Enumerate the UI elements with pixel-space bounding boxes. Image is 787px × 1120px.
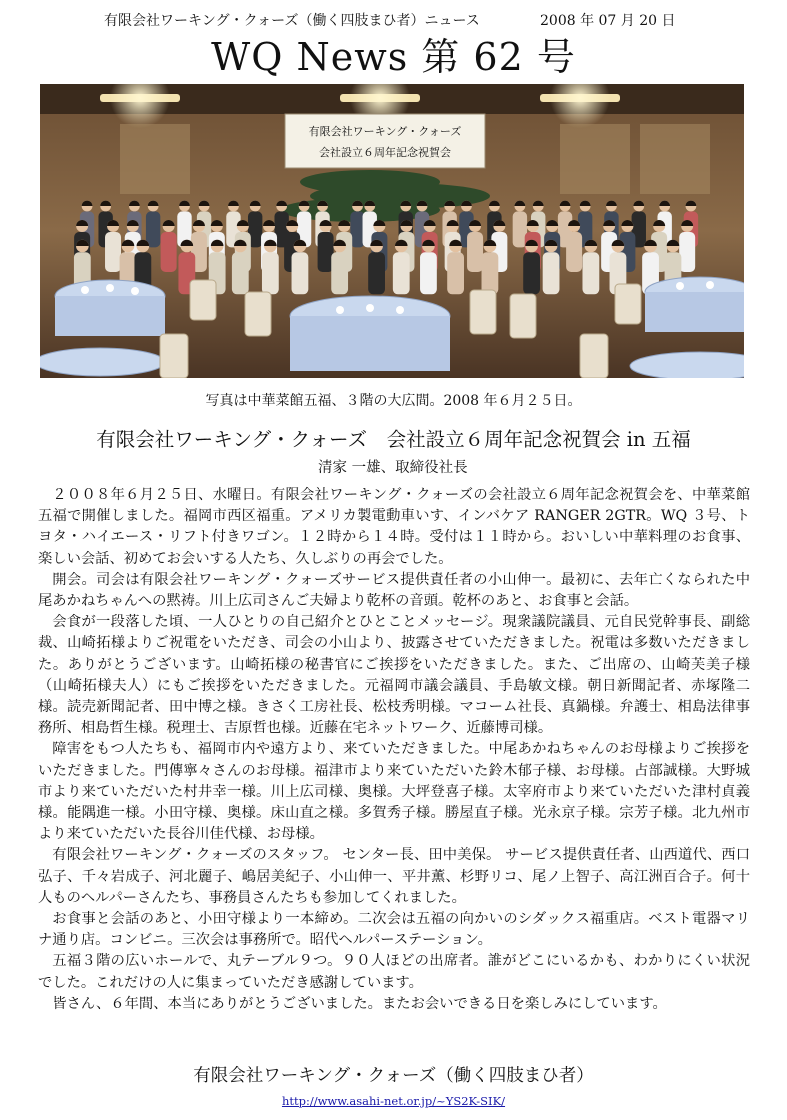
article-paragraph: ２００８年６月２５日、水曜日。有限会社ワーキング・クォーズの会社設立６周年記念祝賀会を、中華菜館五福で開催しました。福岡市西区福重。アメリカ製電動車いす、インバケア RANGER 2GTR。WQ ３号、トヨタ・ハイエース・リフト付きワゴン。１２時から１４時。受付は１１時から。おいしい中華料理のお食事、楽しい会話、初めてお会いする人たち、久しぶりの再会でした。 xyxy=(38,487,750,567)
article-paragraph: 障害をもつ人たちも、福岡市内や遠方より、来ていただきました。中尾あかねちゃんのお母様よりご挨拶をいただきました。門傳寧々さんのお母様。福津市より来ていただいた鈴木郁子様、お母様。占部誠様。大野城市より来ていただいた村井幸一様。川上広司様、奥様。大坪登喜子様。太宰府市より来ていただいた津村貞義様。能隅進一様。小田守様、奥様。床山直之様。多賀秀子様。勝屋直子様。光永京子様。宗芳子様。北九州市より来ていただいた長谷川佳代様、お母様。 xyxy=(38,741,750,843)
article-paragraph: 会食が一段落した頃、一人ひとりの自己紹介とひとことメッセージ。現衆議院議員、元自民党幹事長、副総裁、山崎拓様よりご祝電をいただき、司会の小山より、披露させていただきました。祝電は多数いただきました。ありがとうございます。山崎拓様の秘書官にご挨拶をいただきました。また、ご出席の、山崎芙美子様（山崎拓様夫人）にもご挨拶をいただきました。元福岡市議会議員、手島敏文様。朝日新聞記者、赤塚隆二様。読売新聞記者、田中博之様。きさく工房社長、松枝秀明様。マコーム社長、真鍋様。弁護士、相島法律事務所、相島哲生様。税理士、吉原哲也様。近藤在宅ネットワーク、近藤博司様。 xyxy=(38,614,750,737)
article-paragraph: お食事と会話のあと、小田守様より一本締め。二次会は五福の向かいのシダックス福重店。ベスト電器マリナ通り店。コンビニ。三次会は事務所で。昭代ヘルパーステーション。 xyxy=(38,911,750,949)
banner-line1: 有限会社ワーキング・クォーズ xyxy=(308,125,462,138)
footer-url-link[interactable]: http://www.asahi-net.or.jp/~YS2K-SIK/ xyxy=(281,1094,506,1108)
article-body xyxy=(38,485,750,1015)
header-organization: 有限会社ワーキング・クォーズ（働く四肢まひ者）ニュース xyxy=(104,13,480,29)
article-title: 有限会社ワーキング・クォーズ 会社設立６周年記念祝賀会 in 五福 xyxy=(96,428,691,451)
article-paragraph: 五福３階の広いホールで、丸テーブル９つ。９０人ほどの出席者。誰がどこにいるかも、わかりにくい状況でした。これだけの人に集まっていただき感謝しています。 xyxy=(38,953,750,991)
photo-caption: 写真は中華菜館五福、３階の大広間。2008 年６月２５日。 xyxy=(205,393,582,409)
banner-line2: 会社設立６周年記念祝賀会 xyxy=(319,146,451,159)
article-paragraph: 開会。司会は有限会社ワーキング・クォーズサービス提供責任者の小山伸一。最初に、去年亡くなられた中尾あかねちゃんへの黙祷。川上広司さんご夫婦より乾杯の音頭。乾杯のあと、お食事と会話。 xyxy=(38,571,750,610)
newsletter-header xyxy=(0,10,787,30)
issue-date: 2008 年 07 月 20 日 xyxy=(540,13,676,29)
footer-organization: 有限会社ワーキング・クォーズ（働く四肢まひ者） xyxy=(193,1066,594,1086)
group-photo xyxy=(40,84,744,378)
article-paragraph: 皆さん、６年間、本当にありがとうございました。またお会いできる日を楽しみにしています。 xyxy=(52,995,667,1012)
article-paragraph: 有限会社ワーキング・クォーズのスタッフ。 センター長、田中美保。 サービス提供責任者、山西道代、西口弘子、千々岩成子、河北麗子、嶋居美紀子、小山伸一、平井薫、杉野リコ、尾ノ上智子、高江洲百合子。何十人ものヘルパーさんたち、事務員さんたちも参加してくれました。 xyxy=(38,847,750,906)
article-byline: 清家 一雄、取締役社長 xyxy=(318,460,468,476)
masthead-title: WQ News 第 62 号 xyxy=(211,35,576,79)
